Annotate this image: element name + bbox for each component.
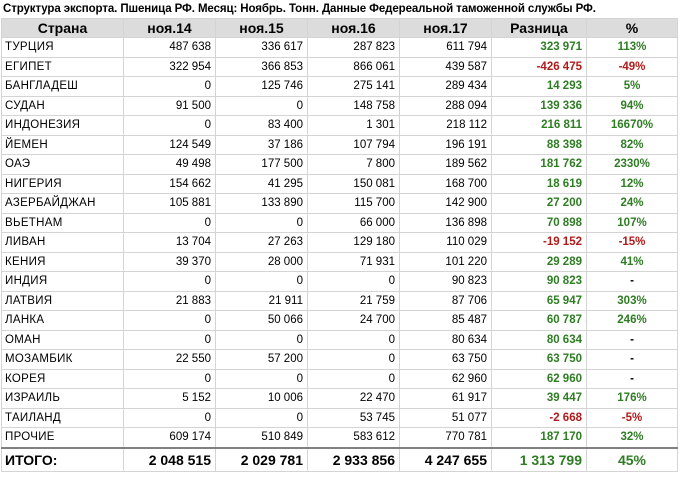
total-percent: 45% <box>587 448 678 472</box>
value-nov15: 50 066 <box>216 311 308 331</box>
country-cell: МОЗАМБИК <box>2 350 124 370</box>
percent-cell: 5% <box>587 77 678 97</box>
header-nov15: ноя.15 <box>216 19 308 38</box>
difference-cell: 62 960 <box>492 369 587 389</box>
value-nov16: 287 823 <box>308 38 400 58</box>
value-nov16: 866 061 <box>308 57 400 77</box>
percent-cell: 94% <box>587 96 678 116</box>
difference-cell: 65 947 <box>492 291 587 311</box>
value-nov16: 22 470 <box>308 389 400 409</box>
percent-cell: 107% <box>587 213 678 233</box>
table-row <box>2 369 678 389</box>
header-country: Страна <box>2 19 124 38</box>
table-row <box>2 272 678 292</box>
percent-cell: 12% <box>587 174 678 194</box>
value-nov15: 37 186 <box>216 135 308 155</box>
percent-cell: - <box>587 350 678 370</box>
country-cell: СУДАН <box>2 96 124 116</box>
value-nov15: 336 617 <box>216 38 308 58</box>
value-nov16: 0 <box>308 369 400 389</box>
value-nov17: 80 634 <box>400 330 492 350</box>
total-nov16: 2 933 856 <box>308 448 400 472</box>
value-nov17: 87 706 <box>400 291 492 311</box>
value-nov14: 0 <box>124 116 216 136</box>
value-nov16: 275 141 <box>308 77 400 97</box>
value-nov16: 24 700 <box>308 311 400 331</box>
value-nov17: 218 112 <box>400 116 492 136</box>
value-nov17: 51 077 <box>400 408 492 428</box>
difference-cell: 39 447 <box>492 389 587 409</box>
difference-cell: 88 398 <box>492 135 587 155</box>
percent-cell: - <box>587 369 678 389</box>
value-nov14: 0 <box>124 77 216 97</box>
header-percent: % <box>587 19 678 38</box>
value-nov16: 148 758 <box>308 96 400 116</box>
value-nov15: 41 295 <box>216 174 308 194</box>
value-nov16: 129 180 <box>308 233 400 253</box>
value-nov16: 7 800 <box>308 155 400 175</box>
percent-cell: -15% <box>587 233 678 253</box>
value-nov17: 288 094 <box>400 96 492 116</box>
percent-cell: 16670% <box>587 116 678 136</box>
value-nov17: 61 917 <box>400 389 492 409</box>
difference-cell: 323 971 <box>492 38 587 58</box>
value-nov15: 125 746 <box>216 77 308 97</box>
country-cell: ИЗРАИЛЬ <box>2 389 124 409</box>
value-nov17: 168 700 <box>400 174 492 194</box>
table-row <box>2 96 678 116</box>
value-nov15: 0 <box>216 96 308 116</box>
export-table <box>1 18 678 472</box>
value-nov15: 0 <box>216 330 308 350</box>
value-nov14: 22 550 <box>124 350 216 370</box>
difference-cell: 63 750 <box>492 350 587 370</box>
country-cell: ИНДИЯ <box>2 272 124 292</box>
table-row <box>2 389 678 409</box>
percent-cell: 303% <box>587 291 678 311</box>
table-row <box>2 194 678 214</box>
header-row <box>2 19 678 38</box>
value-nov15: 133 890 <box>216 194 308 214</box>
total-nov15: 2 029 781 <box>216 448 308 472</box>
value-nov14: 322 954 <box>124 57 216 77</box>
country-cell: ЕГИПЕТ <box>2 57 124 77</box>
percent-cell: 41% <box>587 252 678 272</box>
value-nov15: 510 849 <box>216 428 308 448</box>
percent-cell: -5% <box>587 408 678 428</box>
difference-cell: 14 293 <box>492 77 587 97</box>
value-nov15: 57 200 <box>216 350 308 370</box>
difference-cell: 216 811 <box>492 116 587 136</box>
value-nov15: 177 500 <box>216 155 308 175</box>
country-cell: КОРЕЯ <box>2 369 124 389</box>
country-cell: ЙЕМЕН <box>2 135 124 155</box>
value-nov17: 62 960 <box>400 369 492 389</box>
difference-cell: 139 336 <box>492 96 587 116</box>
value-nov17: 85 487 <box>400 311 492 331</box>
country-cell: ПРОЧИЕ <box>2 428 124 448</box>
value-nov15: 0 <box>216 213 308 233</box>
value-nov15: 366 853 <box>216 57 308 77</box>
value-nov14: 0 <box>124 369 216 389</box>
table-row <box>2 57 678 77</box>
total-difference: 1 313 799 <box>492 448 587 472</box>
value-nov14: 0 <box>124 272 216 292</box>
difference-cell: 70 898 <box>492 213 587 233</box>
percent-cell: 246% <box>587 311 678 331</box>
difference-cell: -426 475 <box>492 57 587 77</box>
value-nov16: 583 612 <box>308 428 400 448</box>
table-row <box>2 252 678 272</box>
value-nov14: 154 662 <box>124 174 216 194</box>
value-nov17: 63 750 <box>400 350 492 370</box>
percent-cell: 32% <box>587 428 678 448</box>
table-row <box>2 350 678 370</box>
value-nov14: 0 <box>124 213 216 233</box>
difference-cell: 60 787 <box>492 311 587 331</box>
value-nov16: 150 081 <box>308 174 400 194</box>
value-nov16: 21 759 <box>308 291 400 311</box>
country-cell: ЛИВАН <box>2 233 124 253</box>
value-nov14: 21 883 <box>124 291 216 311</box>
country-cell: ВЬЕТНАМ <box>2 213 124 233</box>
total-label: ИТОГО: <box>2 448 124 472</box>
value-nov16: 115 700 <box>308 194 400 214</box>
value-nov17: 196 191 <box>400 135 492 155</box>
percent-cell: 24% <box>587 194 678 214</box>
value-nov14: 609 174 <box>124 428 216 448</box>
value-nov14: 5 152 <box>124 389 216 409</box>
percent-cell: 82% <box>587 135 678 155</box>
country-cell: ТАИЛАНД <box>2 408 124 428</box>
header-difference: Разница <box>492 19 587 38</box>
value-nov15: 0 <box>216 408 308 428</box>
table-row <box>2 233 678 253</box>
table-row <box>2 311 678 331</box>
percent-cell: - <box>587 330 678 350</box>
table-row <box>2 135 678 155</box>
table-row <box>2 38 678 58</box>
value-nov15: 10 006 <box>216 389 308 409</box>
value-nov15: 21 911 <box>216 291 308 311</box>
value-nov14: 39 370 <box>124 252 216 272</box>
table-row <box>2 174 678 194</box>
value-nov17: 439 587 <box>400 57 492 77</box>
value-nov17: 770 781 <box>400 428 492 448</box>
table-row <box>2 291 678 311</box>
table-row <box>2 116 678 136</box>
total-row <box>2 448 678 472</box>
difference-cell: 181 762 <box>492 155 587 175</box>
difference-cell: 29 289 <box>492 252 587 272</box>
value-nov14: 105 881 <box>124 194 216 214</box>
value-nov15: 0 <box>216 369 308 389</box>
difference-cell: -2 668 <box>492 408 587 428</box>
header-nov14: ноя.14 <box>124 19 216 38</box>
value-nov16: 0 <box>308 330 400 350</box>
value-nov16: 0 <box>308 350 400 370</box>
country-cell: ОАЭ <box>2 155 124 175</box>
table-body <box>2 38 678 448</box>
value-nov17: 611 794 <box>400 38 492 58</box>
value-nov15: 28 000 <box>216 252 308 272</box>
value-nov14: 91 500 <box>124 96 216 116</box>
value-nov14: 13 704 <box>124 233 216 253</box>
value-nov16: 53 745 <box>308 408 400 428</box>
value-nov14: 0 <box>124 330 216 350</box>
table-row <box>2 213 678 233</box>
value-nov17: 136 898 <box>400 213 492 233</box>
value-nov15: 83 400 <box>216 116 308 136</box>
country-cell: ОМАН <box>2 330 124 350</box>
country-cell: БАНГЛАДЕШ <box>2 77 124 97</box>
total-nov17: 4 247 655 <box>400 448 492 472</box>
value-nov14: 0 <box>124 408 216 428</box>
country-cell: ЛАТВИЯ <box>2 291 124 311</box>
percent-cell: 2330% <box>587 155 678 175</box>
percent-cell: - <box>587 272 678 292</box>
value-nov17: 101 220 <box>400 252 492 272</box>
value-nov14: 49 498 <box>124 155 216 175</box>
value-nov16: 1 301 <box>308 116 400 136</box>
table-row <box>2 77 678 97</box>
difference-cell: 27 200 <box>492 194 587 214</box>
table-row <box>2 330 678 350</box>
difference-cell: 80 634 <box>492 330 587 350</box>
percent-cell: 176% <box>587 389 678 409</box>
table-row <box>2 428 678 448</box>
value-nov16: 71 931 <box>308 252 400 272</box>
value-nov17: 289 434 <box>400 77 492 97</box>
table-row <box>2 408 678 428</box>
value-nov16: 107 794 <box>308 135 400 155</box>
value-nov16: 66 000 <box>308 213 400 233</box>
value-nov17: 90 823 <box>400 272 492 292</box>
header-nov17: ноя.17 <box>400 19 492 38</box>
table-row <box>2 155 678 175</box>
value-nov14: 0 <box>124 311 216 331</box>
percent-cell: 113% <box>587 38 678 58</box>
difference-cell: 18 619 <box>492 174 587 194</box>
value-nov17: 110 029 <box>400 233 492 253</box>
difference-cell: 187 170 <box>492 428 587 448</box>
value-nov15: 27 263 <box>216 233 308 253</box>
value-nov17: 142 900 <box>400 194 492 214</box>
page-title: Структура экспорта. Пшеница РФ. Месяц: Ноябрь. Тонн. Данные Федереальной таможенной службы РФ. <box>3 3 596 15</box>
difference-cell: 90 823 <box>492 272 587 292</box>
country-cell: КЕНИЯ <box>2 252 124 272</box>
country-cell: АЗЕРБАЙДЖАН <box>2 194 124 214</box>
value-nov14: 124 549 <box>124 135 216 155</box>
value-nov16: 0 <box>308 272 400 292</box>
difference-cell: -19 152 <box>492 233 587 253</box>
country-cell: ЛАНКА <box>2 311 124 331</box>
total-nov14: 2 048 515 <box>124 448 216 472</box>
header-nov16: ноя.16 <box>308 19 400 38</box>
value-nov14: 487 638 <box>124 38 216 58</box>
value-nov15: 0 <box>216 272 308 292</box>
percent-cell: -49% <box>587 57 678 77</box>
value-nov17: 189 562 <box>400 155 492 175</box>
country-cell: ТУРЦИЯ <box>2 38 124 58</box>
country-cell: ИНДОНЕЗИЯ <box>2 116 124 136</box>
country-cell: НИГЕРИЯ <box>2 174 124 194</box>
